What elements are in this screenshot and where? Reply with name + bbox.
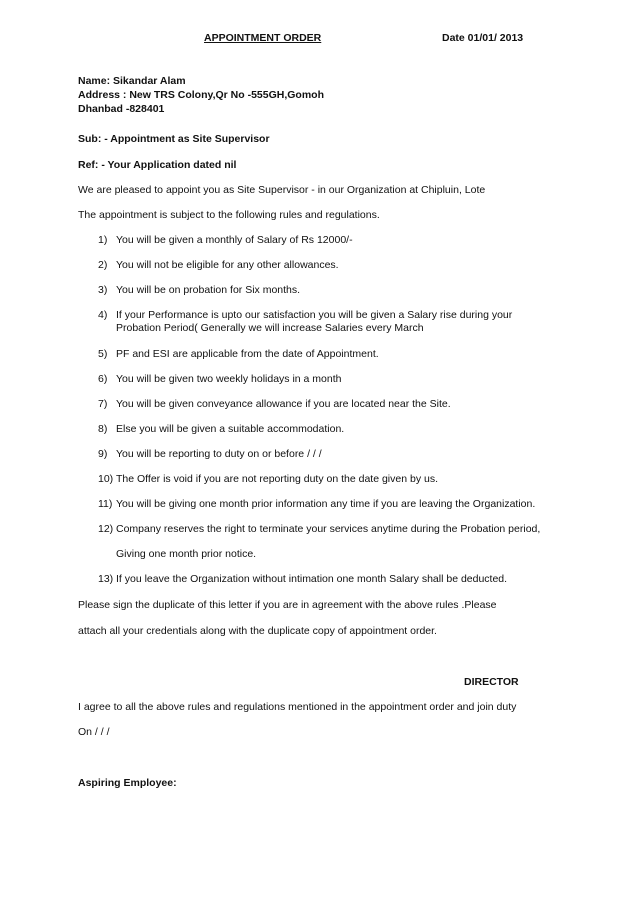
closing-paragraph-line1: Please sign the duplicate of this letter if you are in agreement with the above rules .Please: [78, 599, 497, 611]
reference-line: Ref: - Your Application dated nil: [78, 159, 237, 171]
recipient-address-line1: Address : New TRS Colony,Qr No -555GH,Gomoh: [78, 89, 325, 101]
rule-text: If you leave the Organization without intimation one month Salary shall be deducted.: [116, 573, 508, 585]
rule-text: You will be reporting to duty on or before / / /: [116, 448, 322, 460]
rule-text: The Offer is void if you are not reporting duty on the date given by us.: [116, 473, 438, 485]
document-date: Date 01/01/ 2013: [442, 32, 524, 44]
rule-number: 3): [98, 284, 108, 296]
rule-text: You will be on probation for Six months.: [116, 284, 301, 296]
rule-number: 2): [98, 259, 108, 271]
employee-signature-label: Aspiring Employee:: [78, 777, 177, 789]
rule-text-continued: Probation Period( Generally we will increase Salaries every March: [116, 322, 424, 334]
rules-intro: The appointment is subject to the following rules and regulations.: [78, 209, 380, 221]
rule-number: 12): [98, 523, 114, 535]
rule-number: 7): [98, 398, 108, 410]
rule-number: 8): [98, 423, 108, 435]
rule-text: If your Performance is upto our satisfaction you will be given a Salary rise during your: [116, 309, 513, 321]
recipient-name: Name: Sikandar Alam: [78, 75, 186, 87]
document-title: APPOINTMENT ORDER: [204, 32, 322, 44]
recipient-address-line2: Dhanbad -828401: [78, 103, 165, 115]
subject-line: Sub: - Appointment as Site Supervisor: [78, 133, 270, 145]
rule-text: You will be given two weekly holidays in a month: [116, 373, 342, 385]
rule-text: You will be given a monthly of Salary of Rs 12000/-: [116, 234, 353, 246]
rule-number: 9): [98, 448, 108, 460]
rule-number: 1): [98, 234, 108, 246]
rule-number: 13): [98, 573, 114, 585]
closing-paragraph-line2: attach all your credentials along with the duplicate copy of appointment order.: [78, 625, 437, 637]
rule-number: 10): [98, 473, 114, 485]
rule-text: PF and ESI are applicable from the date of Appointment.: [116, 348, 379, 360]
rule-number: 5): [98, 348, 108, 360]
rule-text: You will be given conveyance allowance if you are located near the Site.: [116, 398, 451, 410]
rule-number: 6): [98, 373, 108, 385]
intro-paragraph: We are pleased to appoint you as Site Supervisor - in our Organization at Chipluin, Lote: [78, 184, 486, 196]
agreement-statement: I agree to all the above rules and regulations mentioned in the appointment order and join duty: [78, 701, 517, 713]
rule-number: 11): [98, 498, 113, 510]
rule-text: You will be giving one month prior information any time if you are leaving the Organization.: [116, 498, 536, 510]
rule-text: Company reserves the right to terminate your services anytime during the Probation period,: [116, 523, 541, 535]
rule-text: Giving one month prior notice.: [116, 548, 257, 560]
rule-number: 4): [98, 309, 108, 321]
join-date-line: On / / /: [78, 726, 110, 738]
rule-text: Else you will be given a suitable accommodation.: [116, 423, 345, 435]
signatory-title: DIRECTOR: [464, 676, 519, 688]
rule-text: You will not be eligible for any other allowances.: [116, 259, 339, 271]
